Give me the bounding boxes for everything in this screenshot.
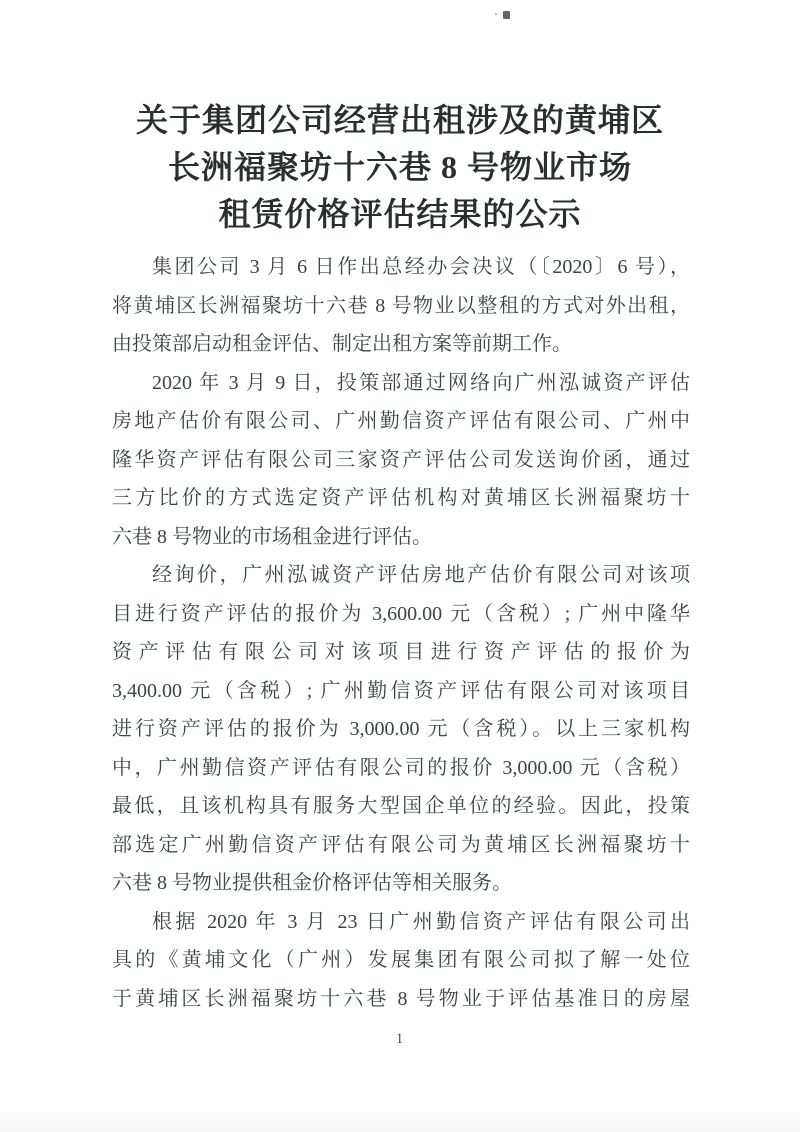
text-line: 进行资产评估的报价为 3,000.00 元（含税）。以上三家机构 [112,718,690,740]
text-line: 中，广州勤信资产评估有限公司的报价 3,000.00 元（含税） [112,756,690,779]
paragraph-2 [112,364,690,557]
text-line: 最低，且该机构具有服务大型国企单位的经验。因此，投策 [112,795,690,817]
text-line: 六巷 8 号物业提供租金价格评估等相关服务。 [112,872,512,894]
paragraph-1 [112,248,690,364]
paragraph-4 [112,903,690,1019]
scan-artifact-dot-icon [495,13,497,15]
text-line: 3,400.00 元（含税）; 广州勤信资产评估有限公司对该项目 [112,679,690,702]
text-line: 资产评估有限公司对该项目进行资产评估的报价为 [112,641,690,663]
title-line-2: 长洲福聚坊十六巷 8 号物业市场 [167,149,632,185]
text-line: 具的《黄埔文化（广州）发展集团有限公司拟了解一处位 [112,949,690,971]
text-line: 将黄埔区长洲福聚坊十六巷 8 号物业以整租的方式对外出租， [112,294,690,317]
paragraph-3 [112,556,690,903]
text-line: 隆华资产评估有限公司三家资产评估公司发送询价函，通过 [112,448,690,471]
scan-artifact-icon [503,11,510,19]
text-line: 房地产估价有限公司、广州勤信资产评估有限公司、广州中 [112,410,690,432]
text-line: 由投策部启动租金评估、制定出租方案等前期工作。 [112,333,572,355]
text-line: 三方比价的方式选定资产评估机构对黄埔区长洲福聚坊十 [112,487,690,509]
document-title [0,97,800,238]
text-line: 目进行资产评估的报价为 3,600.00 元（含税）; 广州中隆华 [112,602,690,625]
text-line: 根据 2020 年 3 月 23 日广州勤信资产评估有限公司出 [152,910,690,933]
page-number: 1 [395,1031,405,1047]
document-body [112,248,690,1018]
text-line: 2020 年 3 月 9 日，投策部通过网络向广州泓诚资产评估 [152,371,690,394]
text-line: 于黄埔区长洲福聚坊十六巷 8 号物业于评估基准日的房屋 [112,987,690,1010]
text-line: 集团公司 3 月 6 日作出总经办会决议（〔2020〕6 号）， [152,256,690,278]
title-line-3: 租赁价格评估结果的公示 [218,196,582,232]
text-line: 部选定广州勤信资产评估有限公司为黄埔区长洲福聚坊十 [112,833,690,856]
title-line-1: 关于集团公司经营出租涉及的黄埔区 [135,102,664,138]
text-line: 经询价，广州泓诚资产评估房地产估价有限公司对该项 [152,564,690,586]
text-line: 六巷 8 号物业的市场租金进行评估。 [112,525,432,548]
